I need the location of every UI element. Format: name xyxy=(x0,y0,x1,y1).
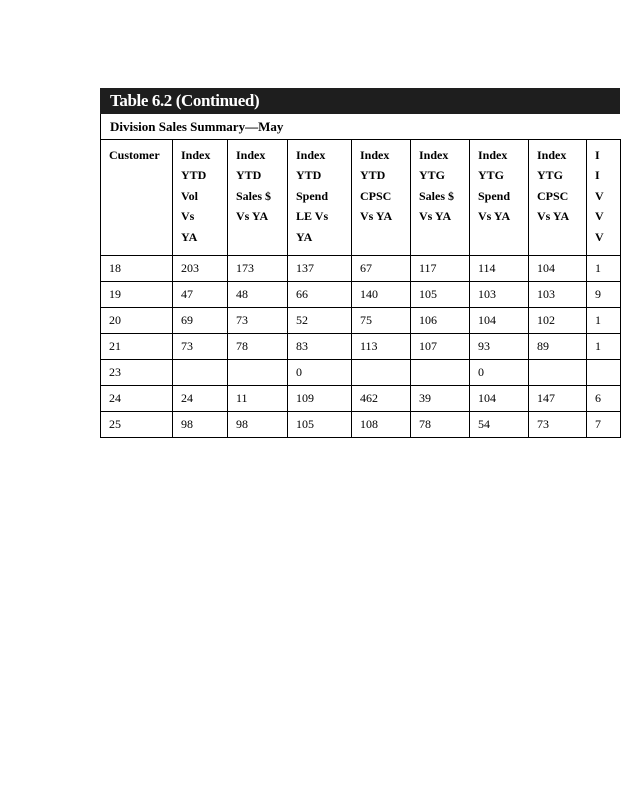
table-cell: 67 xyxy=(352,256,411,282)
table-cell: 73 xyxy=(173,334,228,360)
table-cell: 66 xyxy=(288,282,352,308)
table-cell: 104 xyxy=(470,386,529,412)
table-cell xyxy=(228,360,288,386)
column-header-line: Index xyxy=(296,148,326,162)
column-header xyxy=(411,140,470,256)
table-cell: 24 xyxy=(173,386,228,412)
table-cell: 173 xyxy=(228,256,288,282)
table-cell: 140 xyxy=(352,282,411,308)
column-header-line: Sales $ xyxy=(419,188,455,203)
column-header-line: YA xyxy=(296,229,313,244)
table-cell: 52 xyxy=(288,308,352,334)
table-cell: 137 xyxy=(288,256,352,282)
table-row xyxy=(101,334,621,360)
column-header-line: YTD xyxy=(181,168,207,183)
column-header-line: Vs YA xyxy=(360,209,393,224)
table-cell: 0 xyxy=(470,360,529,386)
column-header-line: YTD xyxy=(360,168,386,183)
customer-cell: 21 xyxy=(101,334,173,360)
column-header-line: Spend xyxy=(478,188,511,203)
column-header-line: Vs YA xyxy=(419,209,452,224)
table-cell: 7 xyxy=(587,412,621,438)
column-header-line: Vs YA xyxy=(478,209,511,224)
table-frame xyxy=(100,88,620,438)
table-cell: 98 xyxy=(228,412,288,438)
column-header-line: Index xyxy=(419,148,449,162)
table-cell: 462 xyxy=(352,386,411,412)
table-row xyxy=(101,360,621,386)
table-cell: 89 xyxy=(529,334,587,360)
table-cell: 114 xyxy=(470,256,529,282)
column-header xyxy=(173,140,228,256)
table-cell: 117 xyxy=(411,256,470,282)
table-cell: 39 xyxy=(411,386,470,412)
table-cell: 73 xyxy=(228,308,288,334)
table-cell: 1 xyxy=(587,334,621,360)
column-header-line: YTG xyxy=(478,168,505,183)
table-cell: 104 xyxy=(529,256,587,282)
column-header-line: Index xyxy=(478,148,508,162)
table-cell: 0 xyxy=(288,360,352,386)
customer-cell: 20 xyxy=(101,308,173,334)
table-title: Table 6.2 (Continued) xyxy=(100,88,620,114)
table-cell: 102 xyxy=(529,308,587,334)
table-cell xyxy=(411,360,470,386)
customer-cell: 19 xyxy=(101,282,173,308)
column-header-line: LE Vs xyxy=(296,209,329,224)
table-cell xyxy=(352,360,411,386)
table-cell: 105 xyxy=(288,412,352,438)
table-cell: 78 xyxy=(411,412,470,438)
table-row xyxy=(101,412,621,438)
table-cell xyxy=(529,360,587,386)
customer-cell: 18 xyxy=(101,256,173,282)
column-header-line: V xyxy=(595,229,604,244)
table-cell xyxy=(173,360,228,386)
customer-cell: 25 xyxy=(101,412,173,438)
table-cell xyxy=(587,360,621,386)
table-cell: 1 xyxy=(587,256,621,282)
table-cell: 105 xyxy=(411,282,470,308)
table-cell: 6 xyxy=(587,386,621,412)
column-header xyxy=(529,140,587,256)
column-header-line: Spend xyxy=(296,188,329,203)
column-header-line: Index xyxy=(537,148,567,162)
table-row xyxy=(101,308,621,334)
column-header-line: V xyxy=(595,209,604,224)
column-header xyxy=(288,140,352,256)
column-header-line: CPSC xyxy=(360,188,392,203)
column-header-line: Vs YA xyxy=(537,209,570,224)
sales-summary-table xyxy=(100,139,621,438)
table-cell: 103 xyxy=(529,282,587,308)
table-cell: 104 xyxy=(470,308,529,334)
table-cell: 11 xyxy=(228,386,288,412)
table-cell: 108 xyxy=(352,412,411,438)
customer-cell: 23 xyxy=(101,360,173,386)
column-header-line: CPSC xyxy=(537,188,569,203)
table-subtitle: Division Sales Summary—May xyxy=(100,114,620,139)
header-row xyxy=(101,140,621,256)
customer-cell: 24 xyxy=(101,386,173,412)
table-cell: 48 xyxy=(228,282,288,308)
column-header-line: YTG xyxy=(537,168,564,183)
table-row xyxy=(101,282,621,308)
table-cell: 54 xyxy=(470,412,529,438)
column-header-line: Index xyxy=(236,148,266,162)
table-cell: 73 xyxy=(529,412,587,438)
table-row xyxy=(101,386,621,412)
column-header-line: Vol xyxy=(181,188,198,203)
table-cell: 107 xyxy=(411,334,470,360)
column-header-line: Vs xyxy=(181,209,195,224)
table-cell: 9 xyxy=(587,282,621,308)
column-header-line: YA xyxy=(181,229,198,244)
column-header-line: YTG xyxy=(419,168,446,183)
column-header xyxy=(352,140,411,256)
table-cell: 69 xyxy=(173,308,228,334)
table-cell: 203 xyxy=(173,256,228,282)
column-header-line: I xyxy=(595,148,600,162)
table-cell: 109 xyxy=(288,386,352,412)
table-cell: 83 xyxy=(288,334,352,360)
table-cell: 93 xyxy=(470,334,529,360)
table-row xyxy=(101,256,621,282)
column-header-line: Customer xyxy=(109,148,160,162)
column-header xyxy=(228,140,288,256)
table-cell: 75 xyxy=(352,308,411,334)
column-header-line: YTD xyxy=(236,168,262,183)
table-cell: 106 xyxy=(411,308,470,334)
table-cell: 78 xyxy=(228,334,288,360)
column-header xyxy=(470,140,529,256)
column-header-line: Index xyxy=(360,148,390,162)
column-header-line: Vs YA xyxy=(236,209,269,224)
table-cell: 113 xyxy=(352,334,411,360)
column-header-line: I xyxy=(595,168,600,183)
column-header xyxy=(587,140,621,256)
table-cell: 147 xyxy=(529,386,587,412)
column-header-line: V xyxy=(595,188,604,203)
table-cell: 98 xyxy=(173,412,228,438)
column-header xyxy=(101,140,173,256)
column-header-line: Index xyxy=(181,148,211,162)
table-cell: 103 xyxy=(470,282,529,308)
table-cell: 1 xyxy=(587,308,621,334)
table-cell: 47 xyxy=(173,282,228,308)
column-header-line: YTD xyxy=(296,168,322,183)
table-body xyxy=(101,256,621,438)
column-header-line: Sales $ xyxy=(236,188,272,203)
